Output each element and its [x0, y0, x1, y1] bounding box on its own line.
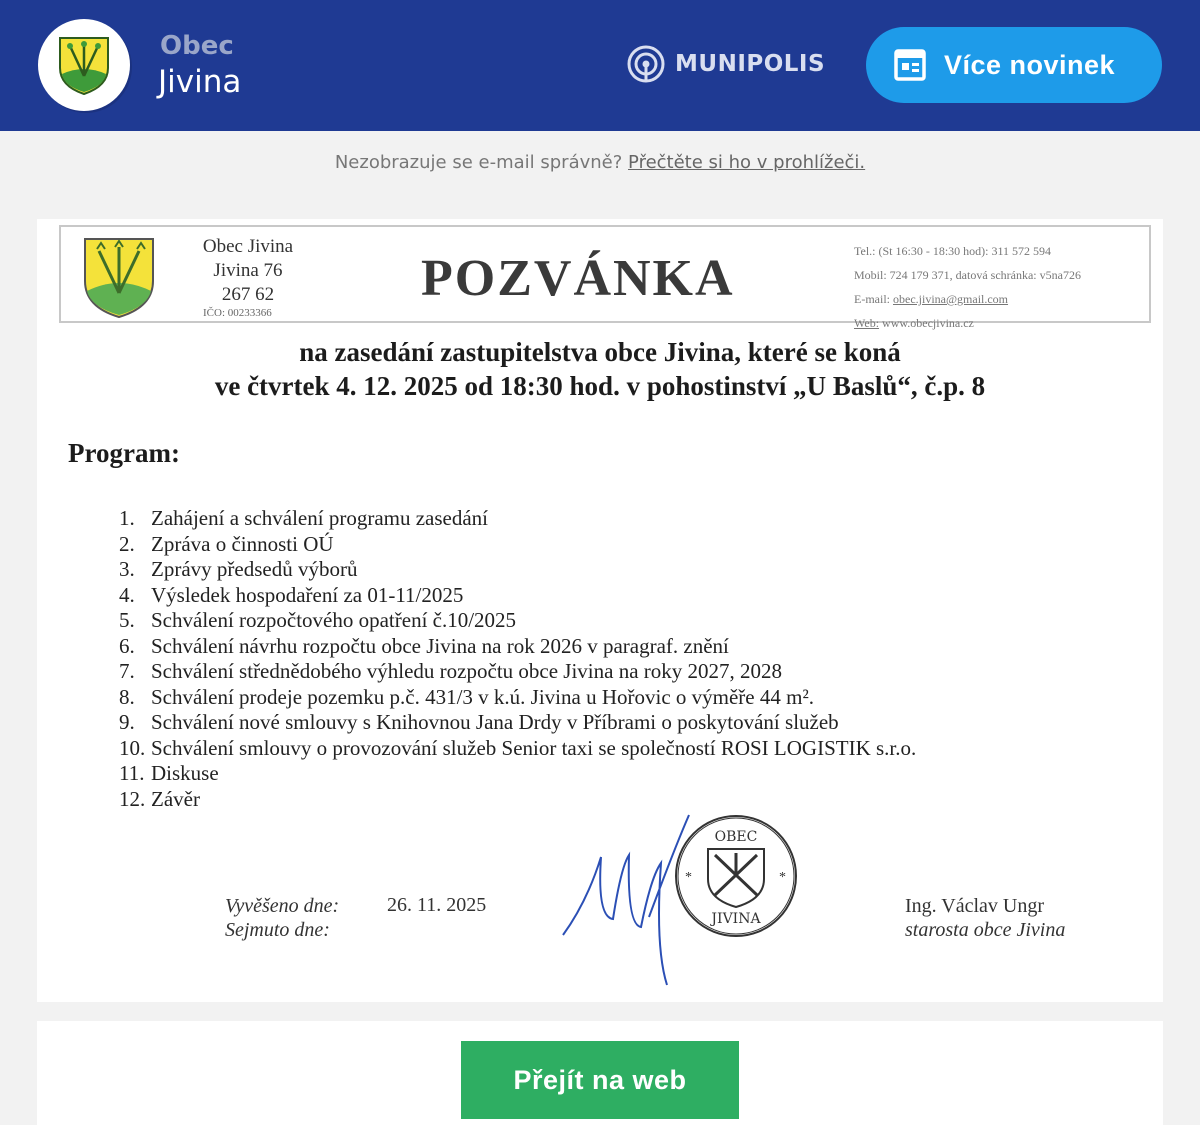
agenda-item: 9. Schválení nové smlouvy s Knihovnou Jana Drdy v Příbrami o poskytování služeb: [119, 710, 839, 734]
program-heading: Program:: [68, 438, 180, 468]
svg-text:OBEC: OBEC: [714, 829, 758, 845]
agenda-item: 11. Diskuse: [119, 761, 219, 785]
contact-tel: Tel.: (St 16:30 - 18:30 hod): 311 572 594: [854, 244, 1052, 258]
org-street: Jivina 76: [213, 260, 283, 281]
posted-date: 26. 11. 2025: [387, 894, 487, 916]
letterhead-address: [193, 235, 303, 307]
agenda-item: 4. Výsledek hospodaření za 01-11/2025: [119, 582, 464, 607]
footer-card: [37, 1021, 1163, 1125]
web-link: www.obecjivina.cz: [882, 316, 974, 330]
browser-notice: [0, 152, 1200, 173]
posted-label: Vyvěšeno dne:: [225, 895, 340, 917]
removed-label: Sejmuto dne:: [225, 919, 330, 941]
coat-of-arms-icon: [81, 235, 157, 321]
go-to-web-label: Přejít na web: [513, 1064, 687, 1095]
agenda-item: 10. Schválení smlouvy o provozování služeb Senior taxi se společností ROSI LOGISTIK s.r.o.: [119, 735, 917, 760]
letterhead-contacts: [854, 239, 1081, 335]
agenda-item: 2. Zpráva o činnosti OÚ: [119, 531, 334, 556]
agenda-list: [119, 506, 916, 812]
org-name: Obec Jivina: [202, 236, 294, 257]
munipolis-text: MUNIPOLIS: [675, 51, 826, 77]
agenda-item: 6. Schválení návrhu rozpočtu obce Jivina na rok 2026 v paragraf. znění: [119, 633, 729, 658]
document-title: POZVÁNKA: [421, 250, 735, 307]
contact-mobile: Mobil: 724 179 371, datová schránka: v5na726: [854, 268, 1081, 282]
mayor-block: [905, 894, 1065, 942]
agenda-item: 3. Zprávy předsedů výborů: [119, 557, 358, 581]
agenda-item: 5. Schválení rozpočtového opatření č.10/2025: [119, 608, 517, 632]
more-news-label: Více novinek: [944, 49, 1116, 80]
municipality-logo[interactable]: [38, 19, 130, 111]
letterhead: [59, 225, 1151, 330]
contact-web: Web: www.obecjivina.cz: [854, 316, 974, 330]
newspaper-icon: [894, 49, 926, 81]
more-news-button[interactable]: [866, 27, 1162, 103]
header-bar: [0, 0, 1200, 131]
meeting-subtitle: na zasedání zastupitelstva obce Jivina, které se koná: [299, 337, 901, 367]
mayor-name: Ing. Václav Ungr: [905, 895, 1045, 917]
agenda-item: 12. Závěr: [119, 786, 200, 811]
svg-text:*: *: [779, 870, 786, 885]
agenda-item: 7. Schválení střednědobého výhledu rozpočtu obce Jivina na roky 2027, 2028: [119, 659, 783, 683]
meeting-datetime: ve čtvrtek 4. 12. 2025 od 18:30 hod. v pohostinství „U Baslů“, č.p. 8: [214, 371, 986, 401]
org-ico: IČO: 00233366: [203, 307, 272, 319]
svg-text:*: *: [685, 870, 692, 885]
brand-prefix: Obec: [160, 31, 234, 61]
notice-text: Nezobrazuje se e-mail správně?: [334, 152, 623, 173]
munipolis-logo[interactable]: [627, 45, 825, 83]
invitation-document: [37, 219, 1163, 1002]
official-stamp: [673, 813, 799, 939]
go-to-web-button[interactable]: [461, 1041, 739, 1119]
posting-labels: [225, 894, 339, 942]
email-link: obec.jivina@gmail.com: [893, 292, 1009, 306]
agenda-item: 8. Schválení prodeje pozemku p.č. 431/3 v k.ú. Jivina u Hořovic o výměře 44 m².: [119, 684, 814, 709]
org-zip: 267 62: [221, 284, 275, 305]
coat-of-arms-icon: [56, 34, 112, 96]
brand-name: Jivina: [158, 64, 242, 100]
broadcast-icon: [627, 45, 665, 83]
view-in-browser-link[interactable]: Přečtěte si ho v prohlížeči.: [628, 152, 866, 173]
svg-text:JIVINA: JIVINA: [711, 911, 761, 927]
contact-email: E-mail: obec.jivina@gmail.com: [854, 292, 1009, 306]
mayor-role: starosta obce Jivina: [905, 919, 1066, 941]
agenda-item: 1. Zahájení a schválení programu zasedání: [119, 506, 489, 530]
